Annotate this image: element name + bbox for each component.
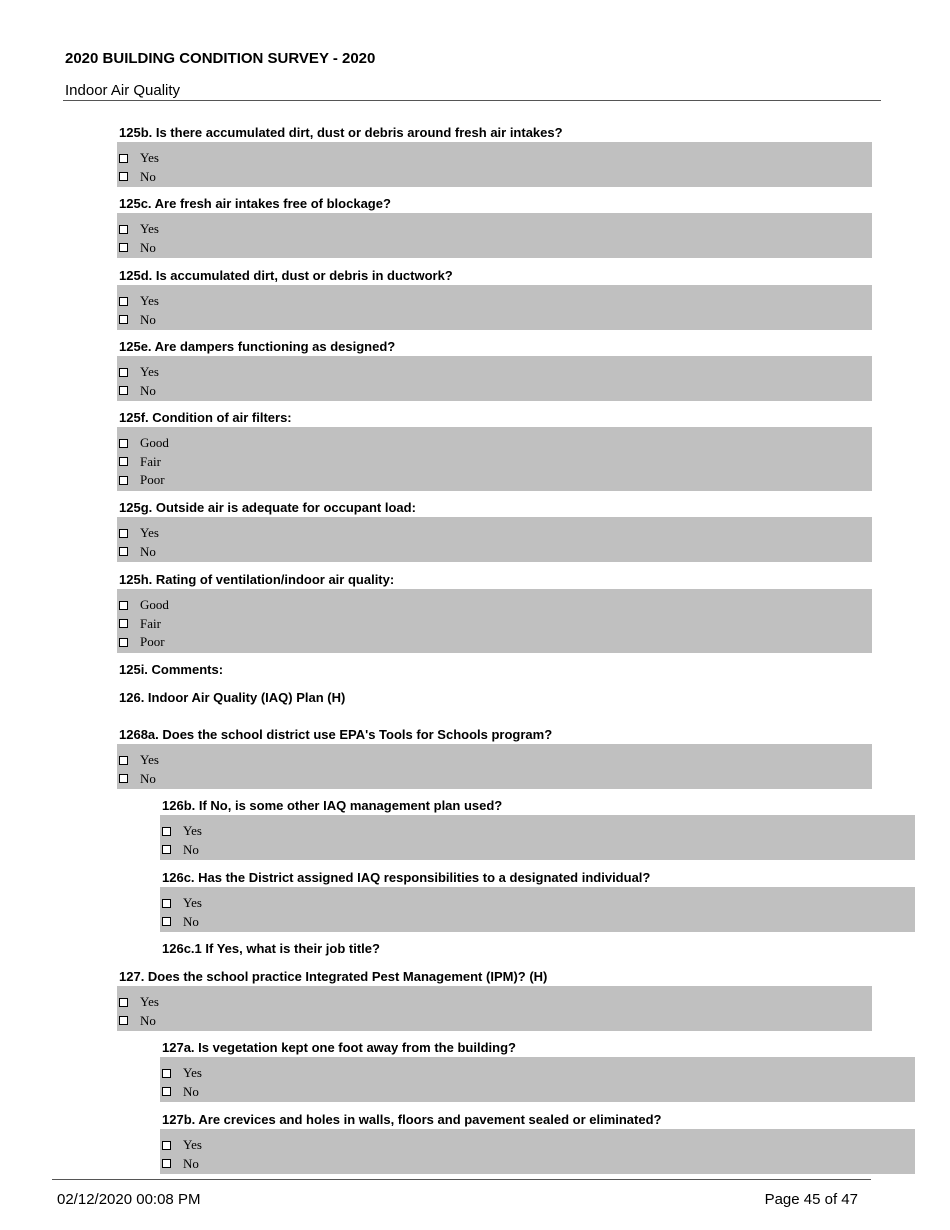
option-label: Fair <box>140 615 161 631</box>
answer-options <box>117 589 872 653</box>
option-label: No <box>140 1012 156 1028</box>
option-no[interactable] <box>162 1155 199 1173</box>
checkbox[interactable] <box>162 827 171 836</box>
checkbox[interactable] <box>119 547 128 556</box>
answer-options <box>117 986 872 1031</box>
option-yes[interactable] <box>119 292 159 310</box>
checkbox[interactable] <box>162 845 171 854</box>
option-label: No <box>140 543 156 559</box>
checkbox[interactable] <box>119 476 128 485</box>
checkbox[interactable] <box>162 1159 171 1168</box>
question-label: 126. Indoor Air Quality (IAQ) Plan (H) <box>119 690 346 705</box>
checkbox[interactable] <box>119 225 128 234</box>
option-label: No <box>183 1155 199 1171</box>
answer-options <box>160 1129 915 1174</box>
checkbox[interactable] <box>119 439 128 448</box>
footer-divider <box>52 1179 871 1180</box>
checkbox[interactable] <box>119 297 128 306</box>
option-yes[interactable] <box>162 1136 202 1154</box>
question-label: 125d. Is accumulated dirt, dust or debris in ductwork? <box>119 268 453 283</box>
answer-options <box>117 142 872 187</box>
checkbox[interactable] <box>119 638 128 647</box>
option-yes[interactable] <box>119 363 159 381</box>
option-yes[interactable] <box>119 524 159 542</box>
survey-title: 2020 BUILDING CONDITION SURVEY - 2020 <box>65 50 376 67</box>
option-yes[interactable] <box>119 220 159 238</box>
answer-options <box>117 744 872 789</box>
checkbox[interactable] <box>119 619 128 628</box>
option-no[interactable] <box>119 239 156 257</box>
answer-options <box>117 356 872 401</box>
question-label: 126b. If No, is some other IAQ management plan used? <box>162 798 503 813</box>
option-label: Good <box>140 435 169 450</box>
option-label: Yes <box>140 994 159 1009</box>
checkbox[interactable] <box>119 774 128 783</box>
option-label: Yes <box>140 293 159 308</box>
option-label: No <box>140 311 156 327</box>
footer-page-number: Page 45 of 47 <box>764 1191 858 1208</box>
checkbox[interactable] <box>162 1087 171 1096</box>
option-no[interactable] <box>119 770 156 788</box>
option-label: No <box>140 168 156 184</box>
option-label: Yes <box>183 1065 202 1080</box>
section-title: Indoor Air Quality <box>65 82 181 99</box>
option-no[interactable] <box>119 168 156 186</box>
option-label: Poor <box>140 472 165 488</box>
option-label: Yes <box>183 895 202 910</box>
checkbox[interactable] <box>162 1141 171 1150</box>
answer-options <box>160 1057 915 1102</box>
checkbox[interactable] <box>119 243 128 252</box>
question-label: 125f. Condition of air filters: <box>119 410 292 425</box>
question-label: 125e. Are dampers functioning as designed? <box>119 339 396 354</box>
option-fair[interactable] <box>119 615 161 633</box>
option-yes[interactable] <box>119 149 159 167</box>
answer-options <box>117 427 872 491</box>
option-no[interactable] <box>162 913 199 931</box>
checkbox[interactable] <box>119 368 128 377</box>
question-label: 125c. Are fresh air intakes free of blockage? <box>119 196 391 211</box>
option-label: Yes <box>140 525 159 540</box>
answer-options <box>117 285 872 330</box>
checkbox[interactable] <box>119 154 128 163</box>
question-label: 125b. Is there accumulated dirt, dust or debris around fresh air intakes? <box>119 125 563 140</box>
option-no[interactable] <box>119 1012 156 1030</box>
option-label: No <box>140 770 156 786</box>
option-good[interactable] <box>119 434 169 452</box>
checkbox[interactable] <box>119 601 128 610</box>
checkbox[interactable] <box>119 756 128 765</box>
question-label: 127. Does the school practice Integrated Pest Management (IPM)? (H) <box>119 969 548 984</box>
option-label: No <box>183 1083 199 1099</box>
question-label: 127b. Are crevices and holes in walls, floors and pavement sealed or eliminated? <box>162 1112 662 1127</box>
answer-options <box>117 517 872 562</box>
option-yes[interactable] <box>119 993 159 1011</box>
checkbox[interactable] <box>162 899 171 908</box>
option-yes[interactable] <box>162 894 202 912</box>
question-label: 127a. Is vegetation kept one foot away from the building? <box>162 1040 516 1055</box>
option-label: Yes <box>140 752 159 767</box>
option-good[interactable] <box>119 596 169 614</box>
answer-options <box>160 887 915 932</box>
footer-timestamp: 02/12/2020 00:08 PM <box>57 1191 201 1208</box>
answer-options <box>160 815 915 860</box>
option-label: No <box>140 239 156 255</box>
option-label: No <box>183 913 199 929</box>
checkbox[interactable] <box>119 998 128 1007</box>
checkbox[interactable] <box>119 386 128 395</box>
question-label: 125i. Comments: <box>119 662 224 677</box>
question-label: 125h. Rating of ventilation/indoor air quality: <box>119 572 395 587</box>
option-yes[interactable] <box>162 1064 202 1082</box>
option-poor[interactable] <box>119 471 165 489</box>
checkbox[interactable] <box>119 315 128 324</box>
option-yes[interactable] <box>119 751 159 769</box>
checkbox[interactable] <box>119 172 128 181</box>
question-label: 125g. Outside air is adequate for occupant load: <box>119 500 416 515</box>
option-no[interactable] <box>119 382 156 400</box>
option-label: Poor <box>140 634 165 650</box>
option-label: Yes <box>140 221 159 236</box>
option-poor[interactable] <box>119 633 165 651</box>
checkbox[interactable] <box>119 1016 128 1025</box>
option-no[interactable] <box>162 841 199 859</box>
question-label: 1268a. Does the school district use EPA's Tools for Schools program? <box>119 727 553 742</box>
option-fair[interactable] <box>119 453 161 471</box>
answer-options <box>117 213 872 258</box>
option-label: No <box>140 382 156 398</box>
checkbox[interactable] <box>162 1069 171 1078</box>
option-yes[interactable] <box>162 822 202 840</box>
checkbox[interactable] <box>119 457 128 466</box>
option-label: Yes <box>140 150 159 165</box>
option-no[interactable] <box>119 311 156 329</box>
option-label: No <box>183 841 199 857</box>
question-label: 126c. Has the District assigned IAQ responsibilities to a designated individual? <box>162 870 651 885</box>
question-label: 126c.1 If Yes, what is their job title? <box>162 941 380 956</box>
option-label: Fair <box>140 453 161 469</box>
option-label: Yes <box>183 1137 202 1152</box>
option-no[interactable] <box>162 1083 199 1101</box>
option-label: Yes <box>140 364 159 379</box>
option-label: Good <box>140 597 169 612</box>
checkbox[interactable] <box>162 917 171 926</box>
option-label: Yes <box>183 823 202 838</box>
checkbox[interactable] <box>119 529 128 538</box>
option-no[interactable] <box>119 543 156 561</box>
